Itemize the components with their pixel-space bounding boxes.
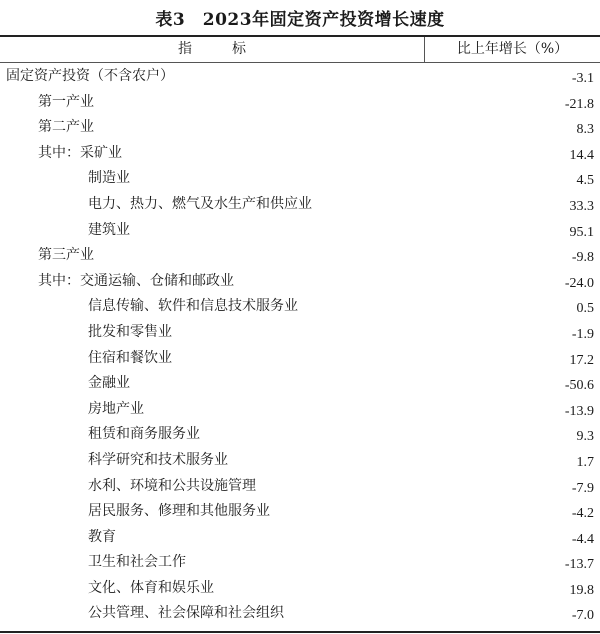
row-value: -9.8 — [571, 250, 594, 266]
table-row — [0, 243, 600, 269]
row-label: 固定资产投资（不含农户） — [6, 68, 174, 84]
row-label: 科学研究和技术服务业 — [88, 451, 228, 468]
row-value: -4.4 — [571, 531, 594, 547]
header-indicator: 指标 — [178, 41, 286, 57]
table-row — [0, 397, 600, 423]
table-row — [0, 422, 600, 448]
table-row — [0, 192, 600, 218]
table-row — [0, 90, 600, 116]
table-row — [0, 499, 600, 525]
row-value: 19.8 — [569, 582, 594, 598]
row-value: -3.1 — [571, 71, 594, 86]
row-value: 9.3 — [576, 429, 594, 445]
table-row — [0, 448, 600, 474]
row-label: 房地产业 — [88, 400, 144, 417]
row-label: 居民服务、修理和其他服务业 — [88, 503, 270, 520]
row-label: 卫生和社会工作 — [88, 554, 186, 571]
row-value: -1.9 — [571, 326, 594, 342]
row-label: 教育 — [88, 528, 116, 545]
table-bottom-rule — [0, 631, 600, 633]
table-row — [0, 320, 600, 346]
row-label: 电力、热力、燃气及水生产和供应业 — [88, 195, 312, 212]
row-value: -21.8 — [564, 96, 594, 112]
row-value: -7.9 — [571, 480, 594, 496]
row-value: -13.7 — [564, 557, 594, 573]
row-value: 95.1 — [569, 224, 594, 240]
row-value: 8.3 — [576, 122, 594, 138]
table-row — [0, 525, 600, 551]
row-label: 第三产业 — [38, 247, 94, 264]
row-value: -24.0 — [564, 275, 594, 291]
table-body — [0, 64, 600, 627]
header-growth: 比上年增长（%） — [456, 41, 569, 57]
table-row — [0, 371, 600, 397]
row-value: -13.9 — [564, 403, 594, 419]
table-row — [0, 346, 600, 372]
row-label: 公共管理、社会保障和社会组织 — [88, 605, 284, 622]
row-label: 信息传输、软件和信息技术服务业 — [88, 298, 298, 315]
table-row — [0, 550, 600, 576]
table-row — [0, 166, 600, 192]
row-value: -50.6 — [564, 378, 594, 394]
row-value: 0.5 — [576, 301, 594, 317]
row-value: 1.7 — [576, 454, 594, 470]
row-label: 第一产业 — [38, 93, 94, 110]
header-column-divider — [424, 37, 425, 62]
header-bottom-rule — [0, 62, 600, 63]
row-value: -4.2 — [571, 506, 594, 522]
row-label: 建筑业 — [88, 221, 130, 238]
table-row — [0, 269, 600, 295]
row-label: 金融业 — [88, 375, 130, 392]
row-label: 水利、环境和公共设施管理 — [88, 477, 256, 494]
table-row — [0, 601, 600, 627]
row-label: 其中：交通运输、仓储和邮政业 — [38, 272, 234, 289]
table-row — [0, 64, 600, 90]
row-value: 17.2 — [569, 352, 594, 368]
row-label: 批发和零售业 — [88, 323, 172, 340]
row-value: 14.4 — [569, 147, 594, 163]
table-row — [0, 576, 600, 602]
row-value: 4.5 — [576, 173, 594, 189]
row-value: 33.3 — [569, 198, 594, 214]
row-label: 租赁和商务服务业 — [88, 426, 200, 443]
row-label: 住宿和餐饮业 — [88, 349, 172, 366]
table-title: 表3 2023年固定资产投资增长速度 — [155, 10, 445, 30]
table-row — [0, 218, 600, 244]
row-label: 文化、体育和娱乐业 — [88, 579, 214, 596]
row-label: 第二产业 — [38, 119, 94, 136]
table-row — [0, 294, 600, 320]
table-row — [0, 141, 600, 167]
table-row — [0, 474, 600, 500]
row-value: -7.0 — [571, 608, 594, 624]
row-label: 制造业 — [88, 170, 130, 187]
row-label: 其中：采矿业 — [38, 144, 122, 161]
table-header — [0, 37, 600, 62]
table-row — [0, 115, 600, 141]
